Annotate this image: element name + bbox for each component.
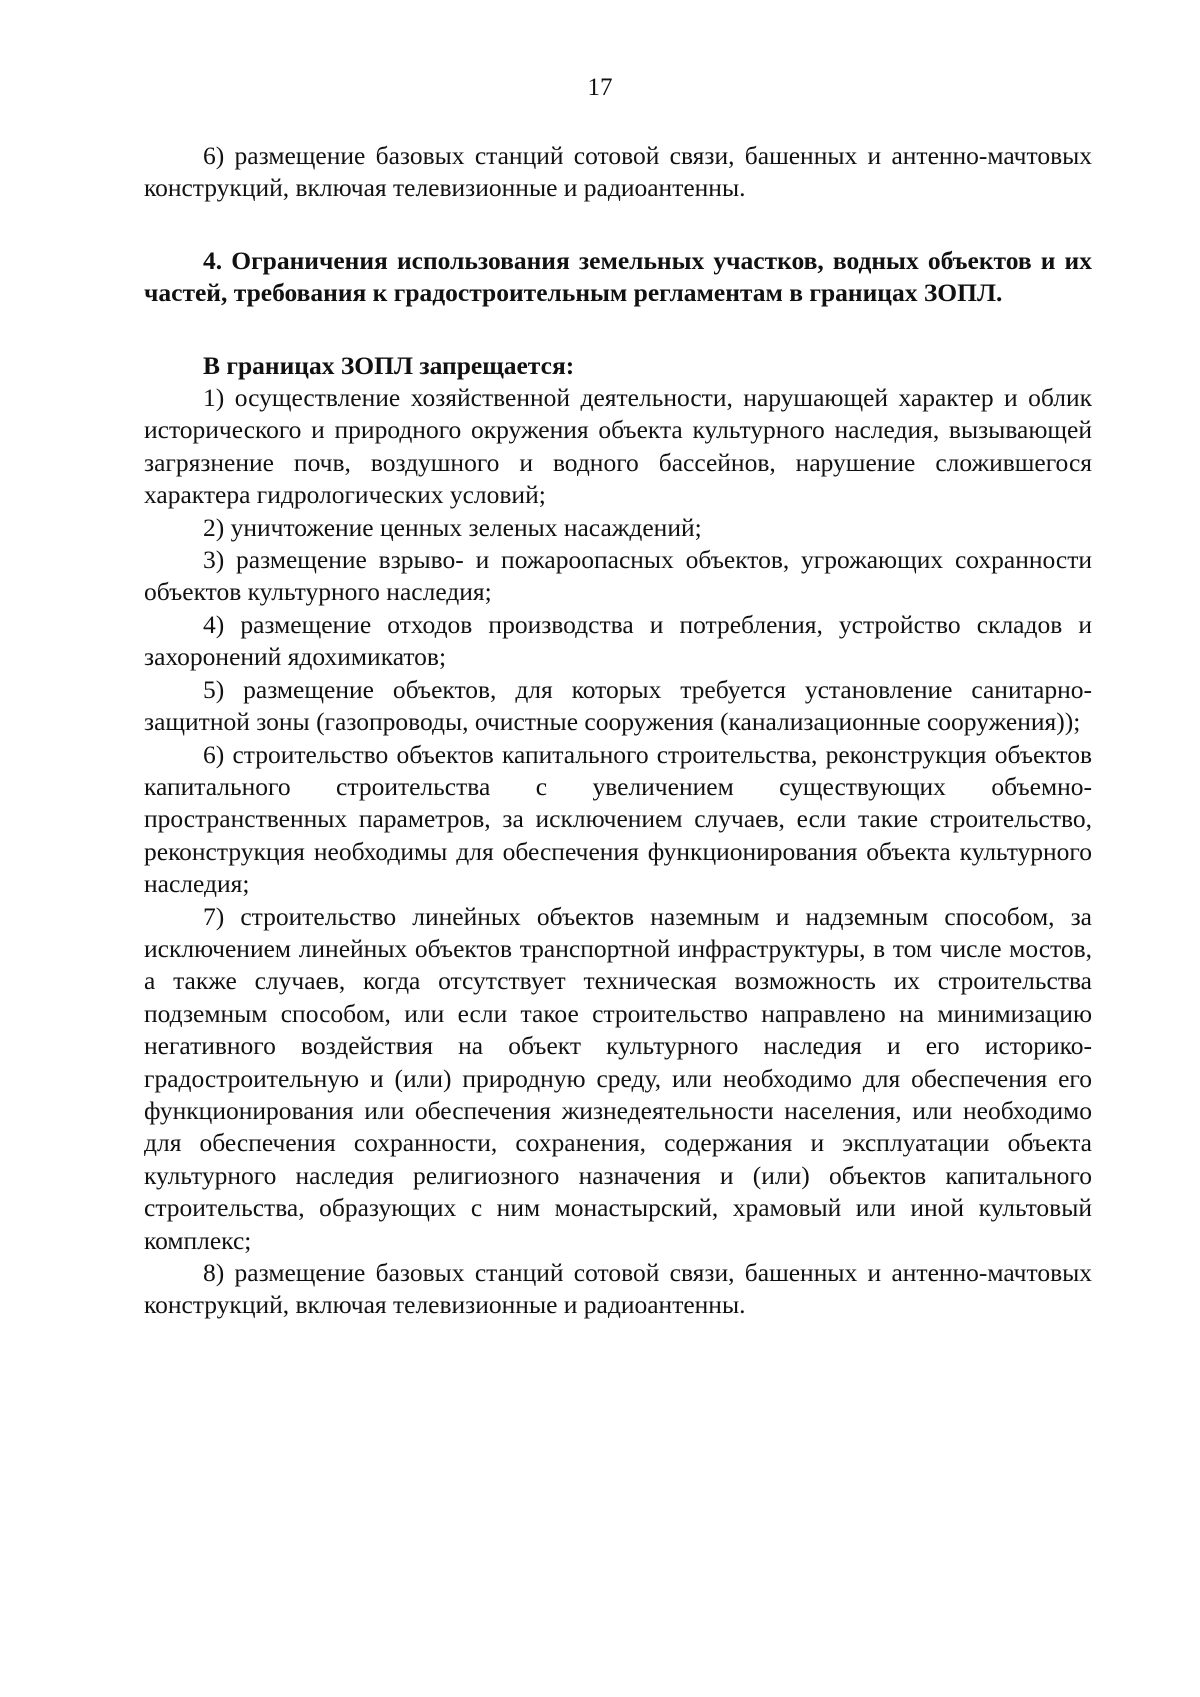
list-item: 2) уничтожение ценных зеленых насаждений;	[203, 512, 702, 542]
list-item: 6) строительство объектов капитального строительства, реконструкция объектов капитального строительства с увеличением существующих объемно-пространственных параметров, за исключением случаев, если такие строительство, реконструкция необходимы для обеспечения функционирования объекта культурного наследия;	[144, 739, 1092, 899]
list-item: 5) размещение объектов, для которых требуется установление санитарно-защитной зоны (газопроводы, очистные сооружения (канализационные сооружения));	[144, 674, 1092, 737]
intro-list-item: 6) размещение базовых станций сотовой связи, башенных и антенно-мачтовых конструкций, включая телевизионные и радиоантенны.	[144, 141, 1092, 203]
page-number: 17	[587, 74, 613, 101]
section-heading: 4. Ограничения использования земельных участков, водных объектов и их частей, требования к градостроительным регламентам в границах ЗОПЛ.	[144, 245, 1092, 308]
list-item: 8) размещение базовых станций сотовой связи, башенных и антенно-мачтовых конструкций, включая телевизионные и радиоантенны.	[144, 1258, 1092, 1320]
list-item: 4) размещение отходов производства и потребления, устройство складов и захоронений ядохимикатов;	[144, 609, 1092, 672]
list-item: 3) размещение взрыво- и пожароопасных объектов, угрожающих сохранности объектов культурного наследия;	[144, 545, 1092, 607]
prohibitions-subheading: В границах ЗОПЛ запрещается:	[203, 350, 575, 380]
list-item: 7) строительство линейных объектов наземным и надземным способом, за исключением линейных объектов транспортной инфраструктуры, в том числе мостов, а также случаев, когда отсутствует техническая возможность их строительства подземным способом, или если такое строительство направлено на минимизацию негативного воздействия на объект культурного наследия и его историко-градостроительную и (или) природную среду, или необходимо для обеспечения его функционирования или обеспечения жизнедеятельности населения, или необходимо для обеспечения сохранности, сохранения, содержания и эксплуатации объекта культурного наследия религиозного назначения и (или) объектов капитального строительства, образующих с ним монастырский, храмовый или иной культовый комплекс;	[144, 901, 1092, 1255]
list-item: 1) осуществление хозяйственной деятельности, нарушающей характер и облик исторического и природного окружения объекта культурного наследия, вызывающей загрязнение почв, воздушного и водного бассейнов, нарушение сложившегося характера гидрологических условий;	[144, 383, 1092, 510]
prohibitions-list	[144, 382, 1092, 1322]
document-body	[144, 140, 1092, 1322]
